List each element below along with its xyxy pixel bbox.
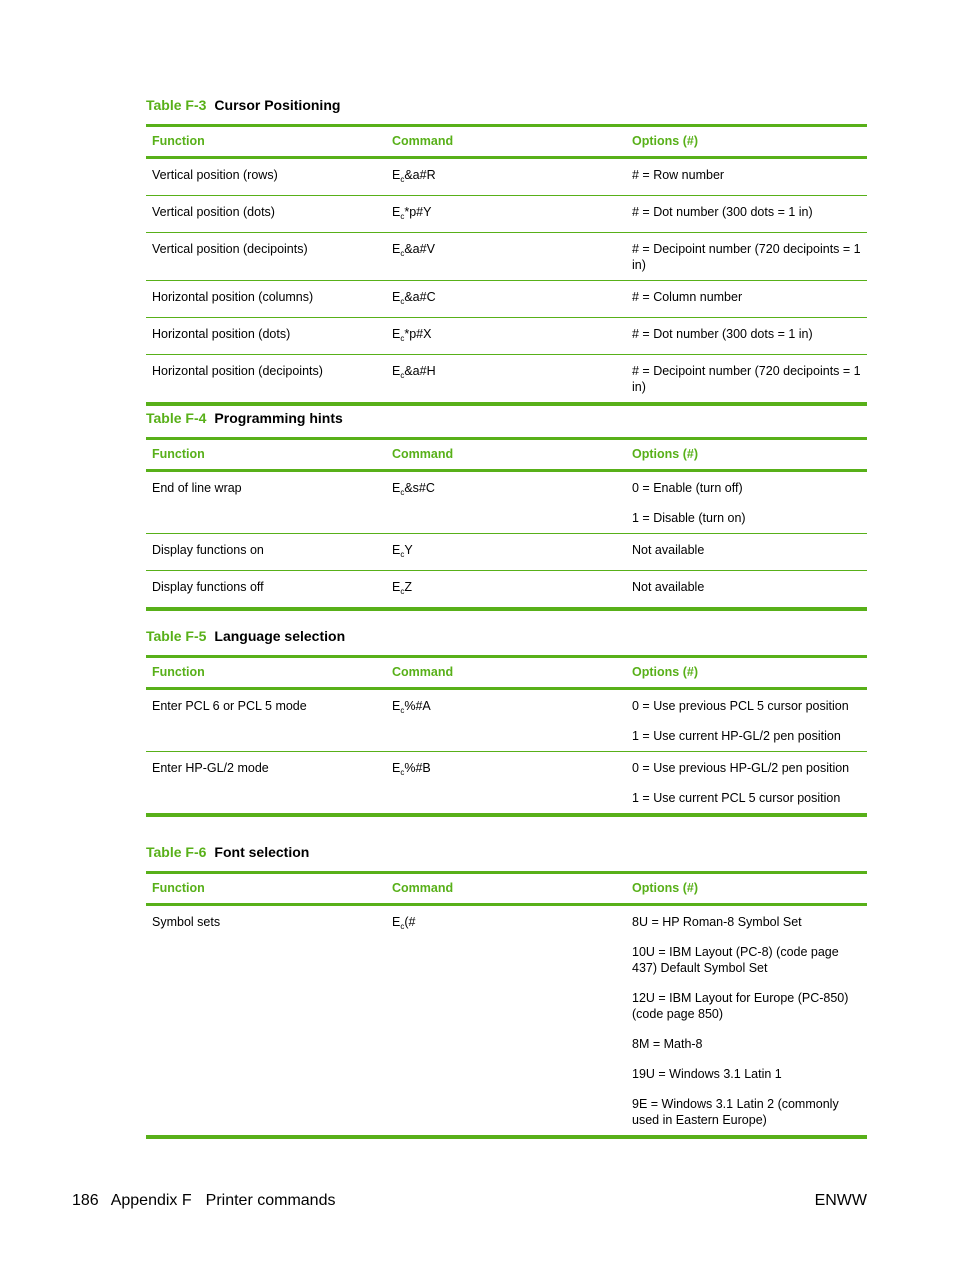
function-cell: Horizontal position (columns): [152, 290, 314, 304]
command-text: &a#R: [404, 168, 436, 182]
command-cell: [386, 752, 626, 813]
table-row: [146, 281, 867, 318]
option-text: 19U = Windows 3.1 Latin 1: [632, 1067, 782, 1081]
escape-subscript: c: [400, 922, 405, 931]
command-text: (#: [404, 915, 416, 929]
option-text: 0 = Use previous HP-GL/2 pen position: [632, 761, 850, 775]
command-text: %#A: [404, 699, 431, 713]
option-text: # = Dot number (300 dots = 1 in): [632, 327, 813, 341]
table-row: [146, 318, 867, 355]
command-cell: [386, 159, 626, 195]
footer-left: [72, 1192, 335, 1210]
table-0: [146, 96, 867, 406]
column-header: Options (#): [632, 881, 698, 895]
option-text: 8U = HP Roman-8 Symbol Set: [632, 915, 802, 929]
option-text: 10U = IBM Layout (PC-8) (code page 437) Default Symbol Set: [632, 945, 839, 975]
option-text: # = Row number: [632, 168, 725, 182]
command-text: *p#X: [404, 327, 432, 341]
command-text: &a#V: [404, 242, 435, 256]
table-number: Table F-3: [146, 97, 207, 113]
page-number: 186: [72, 1192, 99, 1209]
command-cell: [386, 196, 626, 232]
command-text: *p#Y: [404, 205, 432, 219]
option-text: 0 = Use previous PCL 5 cursor position: [632, 699, 849, 713]
command-text: Z: [404, 580, 412, 594]
option-text: 1 = Use current HP-GL/2 pen position: [632, 729, 841, 743]
table-2: [146, 627, 867, 817]
appendix-label: Appendix F: [110, 1192, 192, 1209]
escape-letter: E: [392, 915, 401, 929]
options-cell: [626, 534, 867, 570]
escape-subscript: c: [400, 371, 405, 380]
escape-subscript: c: [400, 488, 405, 497]
escape-subscript: c: [400, 175, 405, 184]
command-text: &s#C: [404, 481, 435, 495]
table-row: [146, 690, 867, 752]
function-cell: Display functions on: [152, 543, 264, 557]
table-row: [146, 472, 867, 534]
option-text: # = Column number: [632, 290, 743, 304]
table-row: [146, 159, 867, 196]
page-footer: [72, 1192, 867, 1210]
table-caption: [146, 627, 867, 645]
table-title: Language selection: [214, 628, 346, 644]
escape-letter: E: [392, 205, 401, 219]
table-title: Programming hints: [214, 410, 343, 426]
table-row: [146, 355, 867, 406]
command-cell: [386, 233, 626, 280]
escape-letter: E: [392, 327, 401, 341]
function-cell: Display functions off: [152, 580, 264, 594]
escape-subscript: c: [400, 334, 405, 343]
table-title: Font selection: [214, 844, 310, 860]
option-text: # = Dot number (300 dots = 1 in): [632, 205, 813, 219]
function-cell: Horizontal position (decipoints): [152, 364, 323, 378]
option-text: Not available: [632, 543, 705, 557]
table-number: Table F-6: [146, 844, 207, 860]
table-caption: [146, 96, 867, 114]
column-header: Function: [152, 134, 205, 148]
function-cell: Vertical position (dots): [152, 205, 275, 219]
command-text: %#B: [404, 761, 431, 775]
option-text: # = Decipoint number (720 decipoints = 1 in): [632, 242, 861, 272]
function-cell: Enter PCL 6 or PCL 5 mode: [152, 699, 307, 713]
column-header: Options (#): [632, 447, 698, 461]
option-text: 8M = Math-8: [632, 1037, 703, 1051]
options-cell: [626, 472, 867, 533]
command-cell: [386, 355, 626, 402]
table-number: Table F-4: [146, 410, 207, 426]
escape-subscript: c: [400, 550, 405, 559]
options-cell: [626, 752, 867, 813]
command-text: Y: [404, 543, 413, 557]
escape-letter: E: [392, 364, 401, 378]
escape-subscript: c: [400, 587, 405, 596]
table-number: Table F-5: [146, 628, 207, 644]
command-cell: [386, 472, 626, 533]
function-cell: Symbol sets: [152, 915, 221, 929]
column-header: Command: [392, 447, 454, 461]
table-header: [146, 124, 867, 159]
options-cell: [626, 318, 867, 354]
table-row: [146, 534, 867, 571]
table-3: [146, 843, 867, 1139]
column-header: Command: [392, 881, 454, 895]
option-text: 1 = Use current PCL 5 cursor position: [632, 791, 841, 805]
table-row: [146, 196, 867, 233]
table-caption: [146, 409, 867, 427]
escape-letter: E: [392, 543, 401, 557]
option-text: # = Decipoint number (720 decipoints = 1 in): [632, 364, 861, 394]
table-1: [146, 409, 867, 611]
command-cell: [386, 318, 626, 354]
escape-letter: E: [392, 168, 401, 182]
footer-right: ENWW: [814, 1192, 867, 1209]
column-header: Command: [392, 134, 454, 148]
function-cell: Enter HP-GL/2 mode: [152, 761, 269, 775]
column-header: Function: [152, 881, 205, 895]
function-cell: Vertical position (rows): [152, 168, 278, 182]
table-title: Cursor Positioning: [214, 97, 341, 113]
options-cell: [626, 159, 867, 195]
escape-subscript: c: [400, 297, 405, 306]
options-cell: [626, 355, 867, 402]
table-header: [146, 871, 867, 906]
escape-subscript: c: [400, 768, 405, 777]
options-cell: [626, 196, 867, 232]
function-cell: Vertical position (decipoints): [152, 242, 308, 256]
command-text: &a#H: [404, 364, 436, 378]
option-text: 12U = IBM Layout for Europe (PC-850) (code page 850): [632, 991, 849, 1021]
column-header: Command: [392, 665, 454, 679]
command-text: &a#C: [404, 290, 436, 304]
command-cell: [386, 571, 626, 607]
escape-subscript: c: [400, 706, 405, 715]
table-caption: [146, 843, 867, 861]
command-cell: [386, 690, 626, 751]
column-header: Function: [152, 447, 205, 461]
section-title: Printer commands: [205, 1192, 336, 1209]
command-cell: [386, 906, 626, 1135]
function-cell: End of line wrap: [152, 481, 242, 495]
options-cell: [626, 281, 867, 317]
options-cell: [626, 233, 867, 280]
option-text: 9E = Windows 3.1 Latin 2 (commonly used in Eastern Europe): [632, 1097, 839, 1127]
option-text: 1 = Disable (turn on): [632, 511, 746, 525]
table-row: [146, 906, 867, 1139]
command-cell: [386, 281, 626, 317]
options-cell: [626, 906, 867, 1135]
table-header: [146, 437, 867, 472]
table-header: [146, 655, 867, 690]
escape-letter: E: [392, 290, 401, 304]
function-cell: Horizontal position (dots): [152, 327, 291, 341]
option-text: 0 = Enable (turn off): [632, 481, 743, 495]
escape-letter: E: [392, 580, 401, 594]
escape-subscript: c: [400, 212, 405, 221]
escape-letter: E: [392, 242, 401, 256]
options-cell: [626, 571, 867, 607]
column-header: Function: [152, 665, 205, 679]
column-header: Options (#): [632, 665, 698, 679]
table-row: [146, 752, 867, 817]
options-cell: [626, 690, 867, 751]
escape-letter: E: [392, 481, 401, 495]
table-row: [146, 233, 867, 281]
escape-letter: E: [392, 699, 401, 713]
table-row: [146, 571, 867, 611]
escape-letter: E: [392, 761, 401, 775]
option-text: Not available: [632, 580, 705, 594]
column-header: Options (#): [632, 134, 698, 148]
escape-subscript: c: [400, 249, 405, 258]
command-cell: [386, 534, 626, 570]
